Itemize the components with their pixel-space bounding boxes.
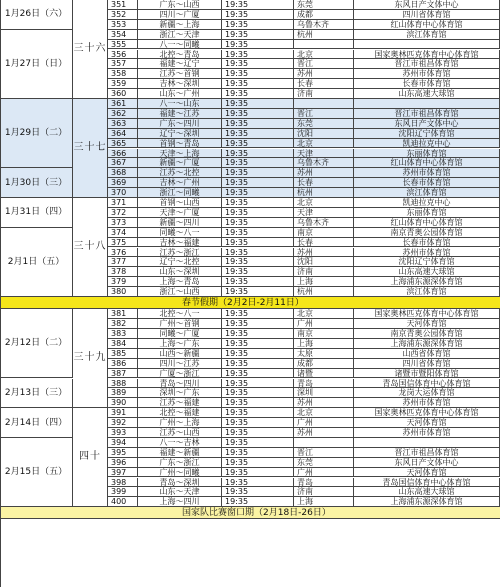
host-city: 长春 [294,79,354,89]
game-number: 365 [108,139,138,149]
tipoff-time: 19:35 [222,438,294,448]
tipoff-time: 19:35 [222,319,294,329]
venue: 长春市体育馆 [354,238,500,248]
host-city: 乌鲁木齐 [294,218,354,228]
host-city: 广州 [294,319,354,329]
tipoff-time: 19:35 [222,487,294,497]
game-number: 352 [108,10,138,20]
matchup: 八一～同曦 [138,40,222,50]
venue: 国家奥林匹克体育中心体育馆 [354,408,500,418]
venue: 红山体育中心体育馆 [354,218,500,228]
date-cell: 2月14日（四） [0,408,73,438]
round-cell: 三十七 [73,99,108,198]
host-city: 晋江 [294,109,354,119]
host-city: 苏州 [294,398,354,408]
host-city: 上海 [294,277,354,287]
venue: 国家奥林匹克体育中心体育馆 [354,309,500,319]
date-cell: 1月31日（四） [0,198,73,228]
matchup: 北控～福建 [138,408,222,418]
host-city: 青岛 [294,379,354,389]
matchup: 江苏～福建 [138,398,222,408]
game-number: 369 [108,178,138,188]
venue: 苏州市体育馆 [354,428,500,438]
game-number: 396 [108,458,138,468]
venue [354,438,500,448]
host-city [294,40,354,50]
host-city: 东莞 [294,119,354,129]
venue [354,99,500,109]
host-city: 杭州 [294,188,354,198]
tipoff-time: 19:35 [222,119,294,129]
game-number: 372 [108,208,138,218]
venue: 山西省体育馆 [354,349,500,359]
host-city: 晋江 [294,59,354,69]
tipoff-time: 19:35 [222,188,294,198]
host-city: 北京 [294,50,354,60]
tipoff-time: 19:35 [222,178,294,188]
matchup: 浙江～山西 [138,287,222,297]
tipoff-time: 19:35 [222,218,294,228]
tipoff-time: 19:35 [222,208,294,218]
matchup: 八一～山东 [138,99,222,109]
matchup: 福建～辽宁 [138,59,222,69]
host-city: 乌鲁木齐 [294,20,354,30]
tipoff-time: 19:35 [222,248,294,258]
tipoff-time: 19:35 [222,158,294,168]
game-number: 362 [108,109,138,119]
tipoff-time: 19:35 [222,478,294,488]
spring-festival-banner: 春节假期（2月2日-2月11日） [0,297,500,309]
matchup: 同曦～广厦 [138,329,222,339]
host-city: 天津 [294,149,354,159]
matchup: 山东～深圳 [138,267,222,277]
round-cell: 三十六 [73,0,108,99]
matchup: 山东～天津 [138,487,222,497]
game-number: 388 [108,379,138,389]
matchup: 广东～四川 [138,119,222,129]
matchup: 广东～山西 [138,0,222,10]
host-city: 广州 [294,418,354,428]
tipoff-time: 19:35 [222,109,294,119]
tipoff-time: 19:35 [222,139,294,149]
tipoff-time: 19:35 [222,89,294,99]
game-number: 376 [108,248,138,258]
host-city: 诸暨 [294,369,354,379]
tipoff-time: 19:35 [222,238,294,248]
tipoff-time: 19:35 [222,228,294,238]
venue: 南京青奥公园体育馆 [354,228,500,238]
tipoff-time: 19:35 [222,398,294,408]
matchup: 天津～广厦 [138,208,222,218]
host-city: 天津 [294,208,354,218]
tipoff-time: 19:35 [222,408,294,418]
tipoff-time: 19:35 [222,168,294,178]
game-number: 359 [108,79,138,89]
game-number: 387 [108,369,138,379]
host-city: 乌鲁木齐 [294,158,354,168]
game-number: 380 [108,287,138,297]
game-number: 371 [108,198,138,208]
game-number: 400 [108,497,138,507]
matchup: 辽宁～北控 [138,257,222,267]
matchup: 广州～上海 [138,418,222,428]
host-city: 北京 [294,408,354,418]
venue: 凯迪拉克中心 [354,139,500,149]
venue: 山东高速大球馆 [354,89,500,99]
venue: 晋江市祖昌体育馆 [354,109,500,119]
tipoff-time: 19:35 [222,0,294,10]
matchup: 天津～上海 [138,149,222,159]
venue: 沈阳辽宁体育馆 [354,257,500,267]
venue: 南京青奥公园体育馆 [354,329,500,339]
venue: 东风日产文体中心 [354,119,500,129]
tipoff-time: 19:35 [222,149,294,159]
tipoff-time: 19:35 [222,497,294,507]
tipoff-time: 19:35 [222,287,294,297]
game-number: 358 [108,69,138,79]
venue: 龙岗大运体育馆 [354,388,500,398]
venue: 苏州市体育馆 [354,69,500,79]
matchup: 江苏～首钢 [138,69,222,79]
venue: 苏州市体育馆 [354,248,500,258]
tipoff-time: 19:35 [222,359,294,369]
matchup: 北控～青岛 [138,50,222,60]
host-city: 成都 [294,359,354,369]
venue: 滨江体育馆 [354,30,500,40]
tipoff-time: 19:35 [222,418,294,428]
tipoff-time: 19:35 [222,79,294,89]
venue: 红山体育中心体育馆 [354,158,500,168]
host-city: 深圳 [294,388,354,398]
matchup: 新疆～广厦 [138,158,222,168]
tipoff-time: 19:35 [222,388,294,398]
game-number: 377 [108,257,138,267]
venue: 凯迪拉克中心 [354,198,500,208]
matchup: 青岛～深圳 [138,478,222,488]
matchup: 北控～八一 [138,309,222,319]
venue [354,40,500,50]
game-number: 382 [108,319,138,329]
date-cell: 1月29日（二） [0,99,73,168]
host-city: 青岛 [294,478,354,488]
host-city: 广州 [294,468,354,478]
venue: 东风日产文体中心 [354,458,500,468]
tipoff-time: 19:35 [222,309,294,319]
tipoff-time: 19:35 [222,277,294,287]
tipoff-time: 19:35 [222,198,294,208]
venue: 沈阳辽宁体育馆 [354,129,500,139]
game-number: 370 [108,188,138,198]
venue: 滨江体育馆 [354,287,500,297]
host-city: 济南 [294,487,354,497]
date-cell: 2月1日（五） [0,228,73,297]
venue: 东风日产文体中心 [354,0,500,10]
game-number: 364 [108,129,138,139]
matchup: 浙江～天津 [138,30,222,40]
matchup: 广厦～浙江 [138,369,222,379]
game-number: 351 [108,0,138,10]
matchup: 广州～同曦 [138,468,222,478]
venue: 东丽体育馆 [354,208,500,218]
matchup: 上海～青岛 [138,277,222,287]
round-cell: 三十八 [73,198,108,297]
venue: 晋江市祖昌体育馆 [354,59,500,69]
host-city: 济南 [294,267,354,277]
host-city: 上海 [294,497,354,507]
venue: 国家奥林匹克体育中心体育馆 [354,50,500,60]
matchup: 山东～广州 [138,89,222,99]
matchup: 吉林～广州 [138,178,222,188]
matchup: 深圳～广东 [138,388,222,398]
tipoff-time: 19:35 [222,267,294,277]
date-cell: 1月26日（六） [0,0,73,30]
game-number: 360 [108,89,138,99]
matchup: 山西～新疆 [138,349,222,359]
host-city: 沈阳 [294,129,354,139]
matchup: 新疆～四川 [138,218,222,228]
left-border [0,0,1,587]
venue: 诸暨市暨阳体育馆 [354,369,500,379]
venue: 山东高速大球馆 [354,487,500,497]
matchup: 同曦～八一 [138,228,222,238]
round-cell: 四十 [73,408,108,507]
host-city: 东莞 [294,0,354,10]
tipoff-time: 19:35 [222,369,294,379]
game-number: 355 [108,40,138,50]
matchup: 吉林～福建 [138,238,222,248]
host-city: 沈阳 [294,257,354,267]
tipoff-time: 19:35 [222,50,294,60]
tipoff-time: 19:35 [222,468,294,478]
venue: 山东高速大球馆 [354,267,500,277]
host-city: 长春 [294,178,354,188]
host-city: 北京 [294,198,354,208]
game-number: 368 [108,168,138,178]
date-cell: 1月30日（三） [0,168,73,198]
game-number: 386 [108,359,138,369]
host-city [294,99,354,109]
host-city: 成都 [294,10,354,20]
tipoff-time: 19:35 [222,99,294,109]
host-city: 长春 [294,238,354,248]
game-number: 381 [108,309,138,319]
venue: 苏州市体育馆 [354,398,500,408]
venue: 上海浦东源深体育馆 [354,497,500,507]
host-city: 杭州 [294,287,354,297]
tipoff-time: 19:35 [222,30,294,40]
venue: 长春市体育馆 [354,178,500,188]
matchup: 首钢～山西 [138,198,222,208]
host-city: 苏州 [294,168,354,178]
venue: 天河体育馆 [354,319,500,329]
date-cell: 2月13日（三） [0,379,73,409]
game-number: 367 [108,158,138,168]
game-number: 379 [108,277,138,287]
tipoff-time: 19:35 [222,10,294,20]
matchup: 辽宁～深圳 [138,129,222,139]
game-number: 373 [108,218,138,228]
matchup: 福建～新疆 [138,448,222,458]
game-number: 394 [108,438,138,448]
host-city: 太原 [294,349,354,359]
venue: 四川省体育馆 [354,10,500,20]
tipoff-time: 19:35 [222,129,294,139]
venue: 青岛国信体育中心体育馆 [354,379,500,389]
matchup: 广东～浙江 [138,458,222,468]
venue: 青岛国信体育中心体育馆 [354,478,500,488]
game-number: 363 [108,119,138,129]
host-city: 上海 [294,339,354,349]
game-number: 385 [108,349,138,359]
matchup: 青岛～四川 [138,379,222,389]
game-number: 395 [108,448,138,458]
matchup: 四川～广厦 [138,10,222,20]
venue: 上海浦东源深体育馆 [354,277,500,287]
venue: 晋江市祖昌体育馆 [354,448,500,458]
date-cell: 2月12日（二） [0,309,73,378]
tipoff-time: 19:35 [222,69,294,79]
matchup: 吉林～深圳 [138,79,222,89]
tipoff-time: 19:35 [222,59,294,69]
matchup: 江苏～山西 [138,428,222,438]
venue: 红山体育中心体育馆 [354,20,500,30]
tipoff-time: 19:35 [222,339,294,349]
game-number: 392 [108,418,138,428]
matchup: 新疆～上海 [138,20,222,30]
host-city: 苏州 [294,248,354,258]
national-team-window-banner: 国家队比赛窗口期（2月18日-26日） [0,507,500,519]
game-number: 384 [108,339,138,349]
host-city: 苏州 [294,428,354,438]
tipoff-time: 19:35 [222,448,294,458]
game-number: 354 [108,30,138,40]
tipoff-time: 19:35 [222,329,294,339]
venue: 东丽体育馆 [354,149,500,159]
venue: 四川省体育馆 [354,359,500,369]
tipoff-time: 19:35 [222,40,294,50]
host-city: 南京 [294,329,354,339]
date-cell: 2月15日（五） [0,438,73,507]
venue: 天河体育馆 [354,418,500,428]
matchup: 上海～广东 [138,339,222,349]
matchup: 江苏～北控 [138,168,222,178]
matchup: 首钢～青岛 [138,139,222,149]
host-city: 东莞 [294,458,354,468]
game-number: 398 [108,478,138,488]
venue: 上海浦东源深体育馆 [354,339,500,349]
tipoff-time: 19:35 [222,428,294,438]
matchup: 江苏～浙江 [138,248,222,258]
matchup: 八一～吉林 [138,438,222,448]
date-cell: 1月27日（日） [0,30,73,99]
game-number: 353 [108,20,138,30]
matchup: 上海～四川 [138,497,222,507]
round-cell: 三十九 [73,309,108,408]
host-city: 北京 [294,309,354,319]
host-city: 济南 [294,89,354,99]
game-number: 390 [108,398,138,408]
game-number: 383 [108,329,138,339]
game-number: 361 [108,99,138,109]
tipoff-time: 19:35 [222,379,294,389]
host-city: 晋江 [294,448,354,458]
matchup: 四川～江苏 [138,359,222,369]
game-number: 399 [108,487,138,497]
venue: 滨江体育馆 [354,188,500,198]
matchup: 福建～江苏 [138,109,222,119]
venue: 长春市体育馆 [354,79,500,89]
host-city: 苏州 [294,69,354,79]
host-city [294,438,354,448]
game-number: 357 [108,59,138,69]
tipoff-time: 19:35 [222,257,294,267]
game-number: 356 [108,50,138,60]
venue: 苏州市体育馆 [354,168,500,178]
game-number: 374 [108,228,138,238]
host-city: 南京 [294,228,354,238]
game-number: 378 [108,267,138,277]
game-number: 375 [108,238,138,248]
matchup: 广州～首钢 [138,319,222,329]
tipoff-time: 19:35 [222,349,294,359]
venue: 天河体育馆 [354,468,500,478]
game-number: 391 [108,408,138,418]
host-city: 北京 [294,139,354,149]
tipoff-time: 19:35 [222,20,294,30]
matchup: 浙江～同曦 [138,188,222,198]
game-number: 389 [108,388,138,398]
game-number: 393 [108,428,138,438]
host-city: 杭州 [294,30,354,40]
game-number: 397 [108,468,138,478]
tipoff-time: 19:35 [222,458,294,468]
game-number: 366 [108,149,138,159]
